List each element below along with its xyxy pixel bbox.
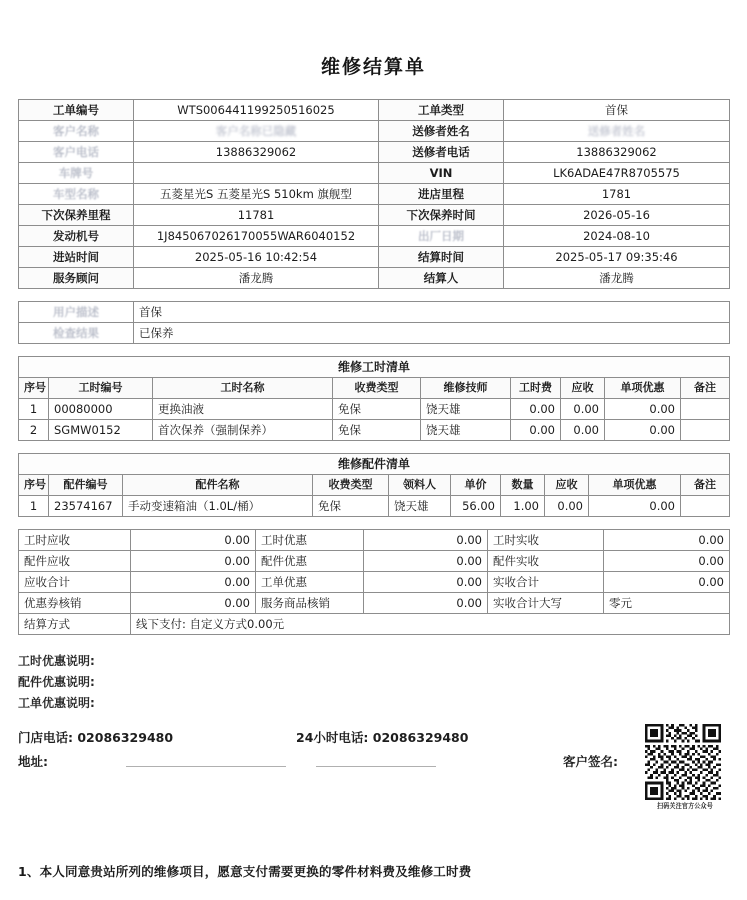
info-value-right: 2026-05-16 <box>504 205 730 226</box>
labor-row-labor-fee: 0.00 <box>511 399 561 420</box>
info-value-right: 首保 <box>504 100 730 121</box>
description-table <box>18 301 730 344</box>
page-title: 维修结算单 <box>320 56 426 78</box>
column-header-no: 序号 <box>19 378 49 399</box>
totals-value-3: 0.00 <box>604 530 730 551</box>
table-row <box>19 100 730 121</box>
info-value-left: 1J845067026170055WAR6040152 <box>134 226 379 247</box>
address-blank <box>126 754 286 767</box>
table-row <box>19 142 730 163</box>
totals-value-2: 0.00 <box>364 593 488 614</box>
spacer-3 <box>18 441 729 453</box>
spacer-4 <box>18 517 729 529</box>
table-row <box>19 551 730 572</box>
parts-row-charge-type: 免保 <box>313 496 389 517</box>
address-extra-blank <box>316 754 436 767</box>
contact-phone-row <box>18 728 729 746</box>
table-row <box>19 614 730 635</box>
parts-row-picker: 饶天雄 <box>389 496 451 517</box>
info-value-left: 13886329062 <box>134 142 379 163</box>
parts-items-table <box>18 453 730 517</box>
column-header-charge-type: 收费类型 <box>313 475 389 496</box>
parts-row-qty: 1.00 <box>501 496 545 517</box>
labor-row-technician: 饶天雄 <box>421 399 511 420</box>
labor-row-code: 00080000 <box>49 399 153 420</box>
table-row <box>19 454 730 475</box>
totals-value-2: 0.00 <box>364 530 488 551</box>
info-label-right: VIN <box>379 163 504 184</box>
column-header-labor-fee: 工时费 <box>511 378 561 399</box>
table-row <box>19 572 730 593</box>
column-header-discount: 单项优惠 <box>605 378 681 399</box>
info-label-left: 进站时间 <box>19 247 134 268</box>
parts-row-unit-price: 56.00 <box>451 496 501 517</box>
table-header-row <box>19 378 730 399</box>
column-header-remark: 备注 <box>681 378 730 399</box>
qr-code-icon <box>645 724 721 800</box>
column-header-no: 序号 <box>19 475 49 496</box>
info-value-right: 潘龙腾 <box>504 268 730 289</box>
totals-label-1: 配件应收 <box>19 551 131 572</box>
column-header-technician: 维修技师 <box>421 378 511 399</box>
info-label-left: 客户电话 <box>19 142 134 163</box>
totals-value-1: 0.00 <box>131 530 256 551</box>
table-row <box>19 205 730 226</box>
vehicle-info-body <box>19 100 730 289</box>
address-value <box>126 754 316 770</box>
info-value-left: 客户名称已隐藏 <box>134 121 379 142</box>
labor-row-code: SGMW0152 <box>49 420 153 441</box>
info-label-left: 发动机号 <box>19 226 134 247</box>
settlement-method-value: 线下支付: 自定义方式0.00元 <box>131 614 730 635</box>
table-row <box>19 323 730 344</box>
labor-row-remark <box>681 420 730 441</box>
totals-value-3: 0.00 <box>604 551 730 572</box>
order-discount-note: 工单优惠说明: <box>18 696 95 710</box>
totals-label-1: 工时应收 <box>19 530 131 551</box>
labor-row-discount: 0.00 <box>605 420 681 441</box>
totals-label-3: 实收合计 <box>488 572 604 593</box>
totals-value-1: 0.00 <box>131 593 256 614</box>
table-row <box>19 530 730 551</box>
totals-label-3: 配件实收 <box>488 551 604 572</box>
totals-value-3: 零元 <box>604 593 730 614</box>
labor-items-table <box>18 356 730 441</box>
totals-label-3: 工时实收 <box>488 530 604 551</box>
totals-label-2: 工单优惠 <box>256 572 364 593</box>
address-signature-row <box>18 752 729 770</box>
column-header-qty: 数量 <box>501 475 545 496</box>
info-value-right: 1781 <box>504 184 730 205</box>
hotline-value: 02086329480 <box>372 730 469 745</box>
store-phone-value: 02086329480 <box>77 730 174 745</box>
spacer-1 <box>18 289 729 301</box>
discount-notes <box>18 651 729 714</box>
labor-row-receivable: 0.00 <box>561 420 605 441</box>
labor-row-name: 首次保养（强制保养） <box>153 420 333 441</box>
totals-value-2: 0.00 <box>364 551 488 572</box>
table-row <box>19 121 730 142</box>
parts-section-title: 维修配件清单 <box>19 454 730 475</box>
column-header-remark: 备注 <box>681 475 730 496</box>
table-row <box>19 163 730 184</box>
info-label-right: 进店里程 <box>379 184 504 205</box>
info-value-right: LK6ADAE47R8705575 <box>504 163 730 184</box>
parts-discount-note: 配件优惠说明: <box>18 675 95 689</box>
totals-label-2: 服务商品核销 <box>256 593 364 614</box>
info-label-right: 结算时间 <box>379 247 504 268</box>
totals-value-3: 0.00 <box>604 572 730 593</box>
store-phone-label: 门店电话: <box>18 730 73 745</box>
info-label-left: 工单编号 <box>19 100 134 121</box>
description-value: 首保 <box>134 302 730 323</box>
info-label-left: 下次保养里程 <box>19 205 134 226</box>
column-header-receivable: 应收 <box>545 475 589 496</box>
totals-value-1: 0.00 <box>131 551 256 572</box>
legal-terms-line: 1、本人同意贵站所列的维修项目，愿意支付需要更换的零件材料费及维修工时费 <box>18 864 472 879</box>
table-row <box>19 268 730 289</box>
info-value-right: 13886329062 <box>504 142 730 163</box>
table-row <box>19 593 730 614</box>
table-header-row <box>19 475 730 496</box>
parts-row-discount: 0.00 <box>589 496 681 517</box>
info-label-left: 车型名称 <box>19 184 134 205</box>
labor-row-charge-type: 免保 <box>333 420 421 441</box>
info-value-right: 2024-08-10 <box>504 226 730 247</box>
totals-label-2: 配件优惠 <box>256 551 364 572</box>
totals-label-3: 实收合计大写 <box>488 593 604 614</box>
qr-code-block <box>645 724 725 810</box>
column-header-unit-price: 单价 <box>451 475 501 496</box>
address-extra <box>316 754 498 770</box>
table-row <box>19 496 730 517</box>
info-label-left: 服务顾问 <box>19 268 134 289</box>
description-label: 用户描述 <box>19 302 134 323</box>
signature-label: 客户签名: <box>563 754 618 769</box>
info-label-right: 结算人 <box>379 268 504 289</box>
labor-row-charge-type: 免保 <box>333 399 421 420</box>
totals-label-1: 优惠券核销 <box>19 593 131 614</box>
column-header-code: 工时编号 <box>49 378 153 399</box>
totals-value-1: 0.00 <box>131 572 256 593</box>
column-header-picker: 领料人 <box>389 475 451 496</box>
info-value-left <box>134 163 379 184</box>
info-label-right: 送修者姓名 <box>379 121 504 142</box>
labor-row-discount: 0.00 <box>605 399 681 420</box>
totals-table <box>18 529 730 635</box>
inspection-value: 已保养 <box>134 323 730 344</box>
labor-section-title: 维修工时清单 <box>19 357 730 378</box>
info-label-right: 下次保养时间 <box>379 205 504 226</box>
column-header-name: 配件名称 <box>123 475 313 496</box>
info-value-left: 潘龙腾 <box>134 268 379 289</box>
labor-row-no: 1 <box>19 399 49 420</box>
info-value-left: 五菱星光S 五菱星光S 510km 旗舰型 <box>134 184 379 205</box>
info-label-right: 送修者电话 <box>379 142 504 163</box>
parts-row-receivable: 0.00 <box>545 496 589 517</box>
totals-value-2: 0.00 <box>364 572 488 593</box>
table-row <box>19 399 730 420</box>
store-phone <box>18 728 296 746</box>
column-header-charge-type: 收费类型 <box>333 378 421 399</box>
info-value-left: 11781 <box>134 205 379 226</box>
spacer-2 <box>18 344 729 356</box>
labor-row-receivable: 0.00 <box>561 399 605 420</box>
table-row <box>19 184 730 205</box>
table-row <box>19 226 730 247</box>
totals-label-1: 应收合计 <box>19 572 131 593</box>
parts-row-no: 1 <box>19 496 49 517</box>
address-label: 地址: <box>18 754 48 769</box>
table-row <box>19 302 730 323</box>
info-value-right: 送修者姓名 <box>504 121 730 142</box>
info-value-left: 2025-05-16 10:42:54 <box>134 247 379 268</box>
parts-row-code: 23574167 <box>49 496 123 517</box>
totals-label-2: 工时优惠 <box>256 530 364 551</box>
settlement-method-label: 结算方式 <box>19 614 131 635</box>
hotline-phone <box>296 728 596 746</box>
parts-row-name: 手动变速箱油（1.0L/桶） <box>123 496 313 517</box>
info-value-right: 2025-05-17 09:35:46 <box>504 247 730 268</box>
column-header-code: 配件编号 <box>49 475 123 496</box>
labor-row-no: 2 <box>19 420 49 441</box>
info-label-left: 客户名称 <box>19 121 134 142</box>
inspection-label: 检查结果 <box>19 323 134 344</box>
labor-discount-note: 工时优惠说明: <box>18 654 95 668</box>
table-row <box>19 247 730 268</box>
table-row <box>19 420 730 441</box>
vehicle-info-table <box>18 99 730 289</box>
parts-row-remark <box>681 496 730 517</box>
labor-row-technician: 饶天雄 <box>421 420 511 441</box>
info-value-left: WTS006441199250516025 <box>134 100 379 121</box>
labor-row-remark <box>681 399 730 420</box>
column-header-discount: 单项优惠 <box>589 475 681 496</box>
table-row <box>19 357 730 378</box>
column-header-receivable: 应收 <box>561 378 605 399</box>
info-label-left: 车牌号 <box>19 163 134 184</box>
hotline-label: 24小时电话: <box>296 730 369 745</box>
column-header-name: 工时名称 <box>153 378 333 399</box>
info-label-right: 出厂日期 <box>379 226 504 247</box>
labor-row-name: 更换油液 <box>153 399 333 420</box>
info-label-right: 工单类型 <box>379 100 504 121</box>
qr-caption: 扫码关注官方公众号 <box>657 802 713 811</box>
labor-row-labor-fee: 0.00 <box>511 420 561 441</box>
